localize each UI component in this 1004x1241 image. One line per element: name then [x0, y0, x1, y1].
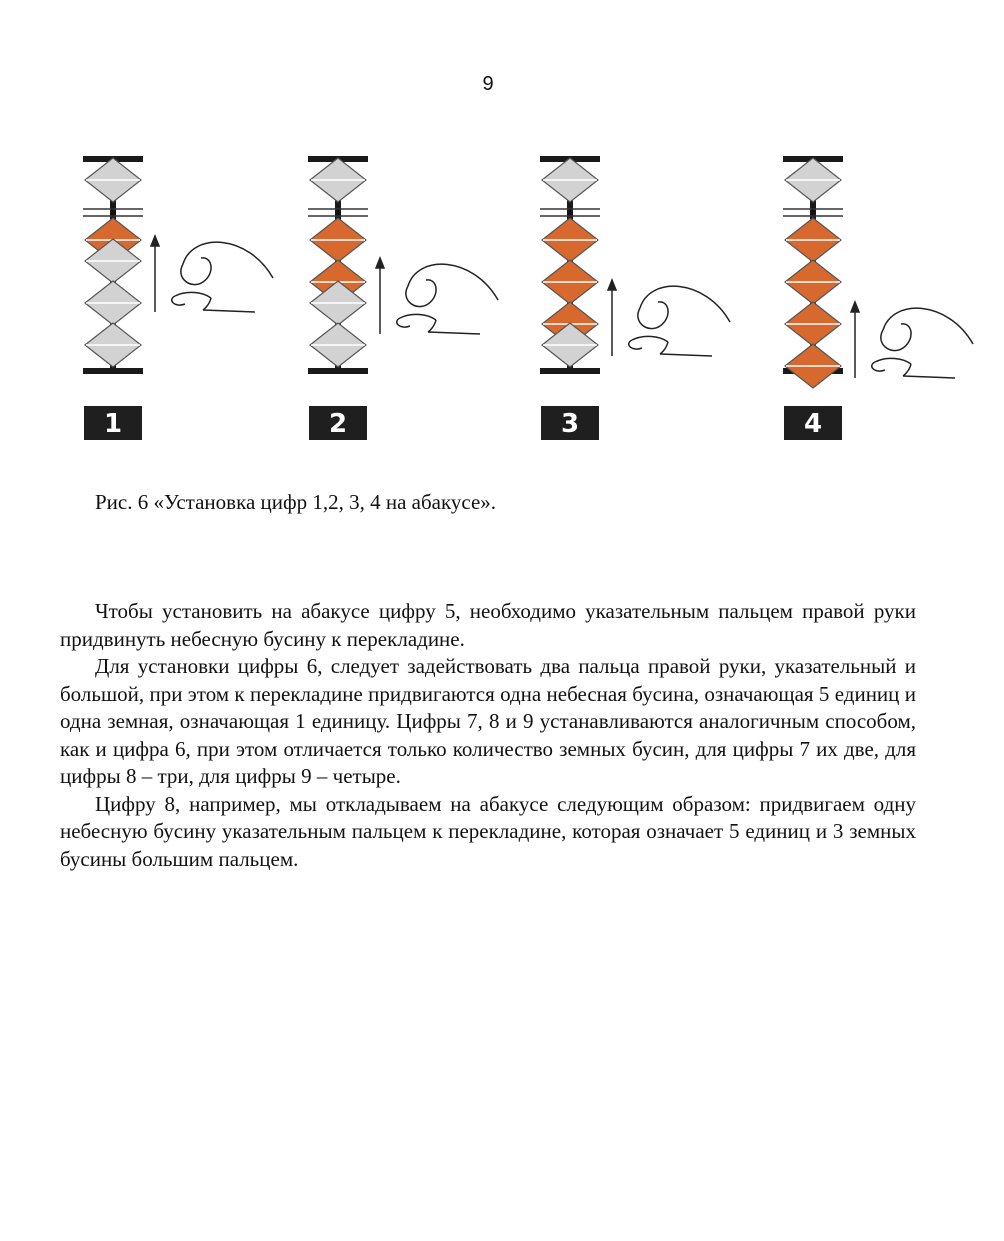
abacus-column [540, 156, 730, 440]
abacus-column [308, 156, 498, 440]
earth-bead-active [785, 344, 841, 388]
number-label: 2 [328, 409, 348, 439]
heaven-bead [785, 158, 841, 202]
heaven-bead [85, 158, 141, 202]
earth-bead [85, 323, 141, 367]
beam-dot [810, 210, 816, 216]
beam-dot [567, 210, 573, 216]
hand-icon [151, 236, 273, 312]
heaven-bead [310, 158, 366, 202]
earth-bead-active [542, 218, 598, 262]
number-label: 4 [803, 409, 823, 439]
paragraph: Цифру 8, например, мы откладываем на абакусе следующим образом: придвигаем одну небесную бусину указательным пальцем к перекладине, которая означает 5 единиц и 3 земных бусины большим пальцем. [60, 791, 916, 871]
heaven-bead [542, 158, 598, 202]
beam-dot [110, 210, 116, 216]
earth-bead-active [785, 218, 841, 262]
hand-icon [851, 302, 973, 378]
abacus-illustration [0, 140, 1004, 450]
abacus-column [783, 156, 973, 440]
page-number: 9 [482, 73, 494, 95]
earth-bead [85, 281, 141, 325]
body-text [60, 598, 916, 873]
number-label: 3 [560, 409, 580, 439]
earth-bead-active [542, 260, 598, 304]
hand-icon [608, 280, 730, 356]
figure-caption: Рис. 6 «Установка цифр 1,2, 3, 4 на абакусе». [95, 490, 497, 514]
earth-bead-active [785, 302, 841, 346]
abacus-figure [0, 140, 1004, 450]
number-label: 1 [103, 409, 123, 439]
earth-bead-active [785, 260, 841, 304]
paragraph: Чтобы установить на абакусе цифру 5, необходимо указательным пальцем правой руки придвинуть небесную бусину к перекладине. [60, 599, 916, 651]
abacus-column [83, 156, 273, 440]
hand-icon [376, 258, 498, 334]
paragraph: Для установки цифры 6, следует задействовать два пальца правой руки, указательный и большой, при этом к перекладине придвигаются одна небесная бусина, означающая 5 единиц и одна земная, означающая 1 единицу. Цифры 7, 8 и 9 устанавливаются аналогичным способом, как и цифра 6, при этом отличается только количество земных бусин, для цифры 7 их две, для цифры 8 – три, для цифры 9 – четыре. [60, 654, 916, 788]
beam-dot [335, 210, 341, 216]
earth-bead-active [310, 218, 366, 262]
earth-bead [310, 323, 366, 367]
